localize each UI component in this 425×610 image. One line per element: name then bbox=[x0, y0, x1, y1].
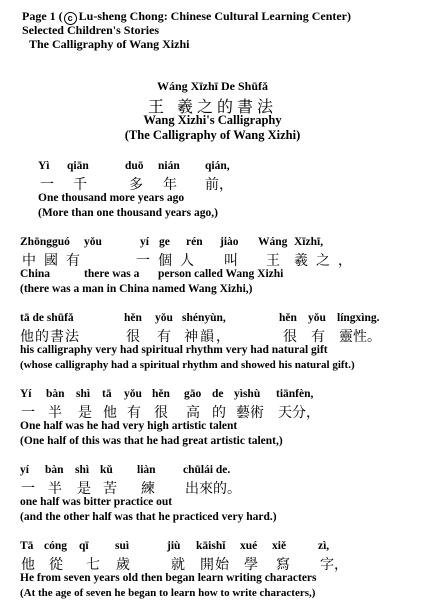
pinyin-word: suì bbox=[115, 540, 130, 552]
pinyin-word: yǒu bbox=[84, 236, 102, 248]
chinese-char: 七 bbox=[86, 557, 100, 573]
chinese-char: 是 bbox=[77, 481, 91, 497]
chinese-char: 練 bbox=[141, 481, 155, 497]
pinyin-word: chūlái de. bbox=[183, 464, 231, 476]
chinese-char: 多 bbox=[129, 177, 143, 193]
chinese-char: 有 bbox=[311, 329, 325, 345]
chinese-char: 苦 bbox=[103, 481, 117, 497]
chinese-char: 一 bbox=[21, 481, 35, 497]
pinyin-word: hěn bbox=[279, 312, 297, 324]
chinese-char: 有 bbox=[127, 405, 141, 421]
pinyin-word: nián bbox=[158, 160, 180, 172]
chinese-word: 羲之， bbox=[294, 253, 360, 269]
chinese-char: 年 bbox=[163, 177, 177, 193]
copyright-icon: c bbox=[64, 12, 77, 25]
pinyin-word: de bbox=[212, 388, 224, 400]
pinyin-word: jiù bbox=[167, 540, 181, 552]
chinese-word: 藝術 bbox=[236, 405, 264, 421]
chinese-char: 王 bbox=[266, 253, 280, 269]
pinyin-word: bàn bbox=[45, 464, 64, 476]
chinese-word: 中國有 bbox=[22, 253, 88, 269]
chinese-char: 前， bbox=[205, 177, 233, 193]
pinyin-word: hěn bbox=[124, 312, 142, 324]
pinyin-word: Tā bbox=[20, 540, 34, 552]
pinyin-word: qī bbox=[79, 540, 89, 552]
chinese-char: 一 bbox=[40, 177, 54, 193]
chinese-char: 是 bbox=[78, 405, 92, 421]
chinese-char: 半 bbox=[48, 405, 62, 421]
title-pinyin: Wáng Xīzhī De Shūfǎ bbox=[156, 79, 269, 93]
pinyin-word: yí bbox=[20, 464, 29, 476]
header-author: Lu-sheng Chong: Chinese Cultural Learning Center) bbox=[78, 9, 352, 23]
pinyin-word: yí bbox=[140, 236, 149, 248]
literal-word: person called Wang Xizhi bbox=[158, 268, 284, 280]
pinyin-word: qián, bbox=[205, 160, 230, 172]
pinyin-word: língxìng. bbox=[337, 312, 380, 324]
chinese-char: 就 bbox=[171, 557, 185, 573]
pinyin-word: bàn bbox=[46, 388, 65, 400]
pinyin-word: hěn bbox=[152, 388, 170, 400]
pinyin-word: liàn bbox=[137, 464, 156, 476]
pinyin-word: zì, bbox=[318, 540, 330, 552]
chinese-char: 半 bbox=[48, 481, 62, 497]
meaning-translation: (More than one thousand years ago,) bbox=[38, 207, 218, 219]
pinyin-word: duō bbox=[125, 160, 144, 172]
pinyin-word: kǔ bbox=[100, 464, 113, 476]
pinyin-word: shì bbox=[75, 464, 90, 476]
chinese-char: 一 bbox=[21, 405, 35, 421]
pinyin-word: shényùn, bbox=[182, 312, 226, 324]
pinyin-word: tā de shūfǎ bbox=[20, 312, 74, 324]
pinyin-word: Wáng bbox=[258, 236, 288, 248]
pinyin-word: kāishǐ bbox=[196, 540, 226, 552]
meaning-translation: (whose calligraphy had a spiritual rhythm and showed his natural gift.) bbox=[20, 359, 355, 371]
chinese-char: 高 bbox=[186, 405, 200, 421]
pinyin-word: xué bbox=[240, 540, 258, 552]
pinyin-word: Yì bbox=[38, 160, 50, 172]
title-english-literal: Wang Xizhi's Calligraphy bbox=[143, 113, 282, 127]
pinyin-word: Zhōngguó bbox=[20, 236, 70, 248]
chinese-char: 學 bbox=[244, 557, 258, 573]
header-line-2: Selected Children's Stories bbox=[22, 23, 160, 37]
chinese-word: 靈性。 bbox=[339, 329, 381, 345]
header-page-label: Page 1 ( bbox=[22, 9, 63, 23]
pinyin-word: tiānfèn, bbox=[276, 388, 314, 400]
literal-translation: one half was bitter practice out bbox=[20, 496, 173, 508]
chinese-word: 一個人 bbox=[136, 253, 202, 269]
meaning-translation: (and the other half was that he practiced very hard.) bbox=[20, 511, 277, 523]
pinyin-word: qiān bbox=[67, 160, 89, 172]
literal-word: China bbox=[20, 268, 51, 280]
chinese-char: 叫 bbox=[224, 253, 238, 269]
chinese-char: 千 bbox=[73, 177, 87, 193]
meaning-translation: (At the age of seven he began to learn how to write characters,) bbox=[20, 587, 316, 599]
pinyin-word: yǒu bbox=[124, 388, 142, 400]
chinese-char: 從 bbox=[49, 557, 63, 573]
pinyin-word: gāo bbox=[184, 388, 202, 400]
chinese-char: 有 bbox=[157, 329, 171, 345]
chinese-char: 歲 bbox=[116, 557, 130, 573]
chinese-word: 神韻， bbox=[184, 329, 232, 345]
title-english-meaning: (The Calligraphy of Wang Xizhi) bbox=[124, 128, 301, 142]
pinyin-word: jiào bbox=[220, 236, 239, 248]
literal-translation: One thousand more years ago bbox=[38, 192, 185, 204]
pinyin-word: xiě bbox=[272, 540, 287, 552]
meaning-translation: (One half of this was that he had great artistic talent,) bbox=[20, 435, 283, 447]
chinese-char: 他 bbox=[103, 405, 117, 421]
chinese-word: 出來的。 bbox=[185, 481, 241, 497]
chinese-char: 他 bbox=[21, 557, 35, 573]
title-chinese: 王 羲之的書法 bbox=[147, 97, 278, 116]
chinese-char: 很 bbox=[126, 329, 140, 345]
chinese-word: 天分， bbox=[278, 405, 320, 421]
literal-translation: One half was he had very high artistic talent bbox=[20, 420, 238, 432]
pinyin-word: rén bbox=[186, 236, 203, 248]
pinyin-word: cóng bbox=[44, 540, 67, 552]
literal-translation: He from seven years old then began learn writing characters bbox=[20, 572, 317, 584]
pinyin-word: Yí bbox=[20, 388, 32, 400]
pinyin-word: shì bbox=[76, 388, 91, 400]
meaning-translation: (there was a man in China named Wang Xizhi,) bbox=[20, 283, 253, 295]
pinyin-word: yǒu bbox=[155, 312, 173, 324]
pinyin-word: Xīzhī, bbox=[294, 236, 324, 248]
pinyin-word: yǒu bbox=[308, 312, 326, 324]
chinese-word: 開始 bbox=[200, 557, 230, 573]
pinyin-word: ge bbox=[159, 236, 170, 248]
chinese-char: 很 bbox=[154, 405, 168, 421]
chinese-char: 字， bbox=[320, 557, 348, 573]
pinyin-word: yìshù bbox=[234, 388, 261, 400]
literal-word: there was a bbox=[84, 268, 140, 280]
chinese-char: 的 bbox=[212, 405, 226, 421]
chinese-char: 很 bbox=[283, 329, 297, 345]
pinyin-word: tā bbox=[102, 388, 112, 400]
header-line-3: The Calligraphy of Wang Xizhi bbox=[29, 37, 190, 51]
literal-translation: his calligraphy very had spiritual rhythm very had natural gift bbox=[20, 344, 328, 356]
chinese-char: 寫 bbox=[276, 557, 290, 573]
chinese-word: 他的書法 bbox=[20, 329, 80, 345]
